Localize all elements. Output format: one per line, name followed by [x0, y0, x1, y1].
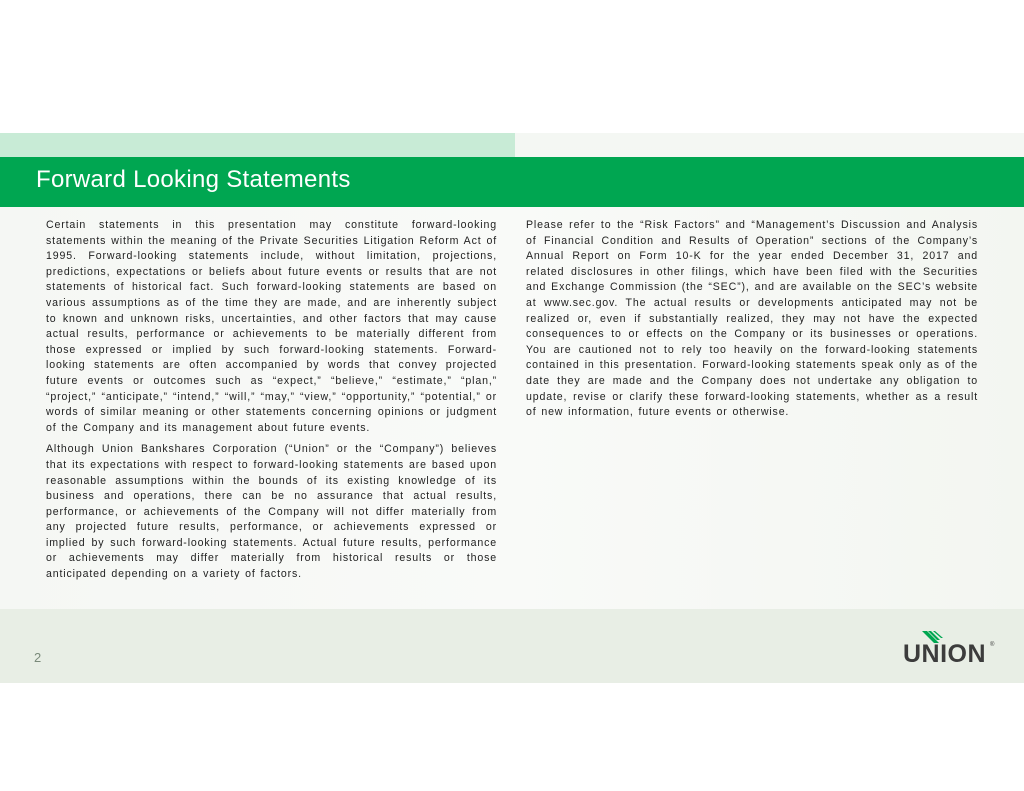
left-paragraph-2: Although Union Bankshares Corporation (“Union” or the “Company”) believes that its expectations with respect to forward-looking statements are based upon reasonable assumptions within the bounds of its existing knowledge of its business and operations, there can be no assurance that actual results, performance, or achievements of the Company will not differ materially from any projected future results, performance, or achievements expressed or implied by such forward-looking statements. Actual future results, performance or achievements may differ materially from historical results or those anticipated depending on a variety of factors. [46, 443, 497, 581]
footer [0, 609, 1024, 683]
logo-wordmark: UNION [903, 640, 987, 668]
registered-mark: ® [990, 642, 995, 648]
content-area [0, 207, 1024, 609]
title-bar [0, 157, 1024, 207]
left-paragraph-1: Certain statements in this presentation may constitute forward-looking statements within the meaning of the Private Securities Litigation Reform Act of 1995. Forward-looking statements include, without limitation, projections, predictions, expectations or beliefs about future events or results that are not statements of historical fact. Such forward-looking statements are based on various assumptions as of the time they are made, and are inherently subject to known and unknown risks, uncertainties, and other factors that may cause actual results, performance or achievements to be materially different from those expressed or implied by such forward-looking statements. Forward-looking statements are often accompanied by words that convey projected future events or outcomes such as “expect,” “believe,” “estimate,” “plan,” “project,” “anticipate,” “intend,” “will,” “may,” “view,” “opportunity,” “potential,” or words of similar meaning or other statements concerning opinions or judgment of the Company and its management about future events. [46, 219, 497, 434]
page-number: 2 [34, 650, 42, 665]
right-paragraph-1: Please refer to the “Risk Factors” and “Management’s Discussion and Analysis of Financial Condition and Results of Operation” sections of the Company’s Annual Report on Form 10-K for the year ended December 31, 2017 and related disclosures in other filings, which have been filed with the Securities and Exchange Commission (the “SEC”), and are available on the SEC’s website at www.sec.gov. The actual results or developments anticipated may not be realized or, even if substantially realized, they may not have the expected consequences to or effects on the Company or its businesses or operations. You are cautioned not to rely too heavily on the forward-looking statements contained in this presentation. Forward-looking statements speak only as of the date they are made and the Company does not undertake any obligation to update, revise or clarify these forward-looking statements, whether as a result of new information, future events or otherwise. [526, 219, 978, 419]
title-tab-accent [0, 133, 515, 157]
left-column [46, 218, 497, 589]
slide-title: Forward Looking Statements [36, 166, 351, 193]
union-logo [900, 630, 1000, 670]
right-column [526, 218, 978, 427]
slide [0, 133, 1024, 683]
